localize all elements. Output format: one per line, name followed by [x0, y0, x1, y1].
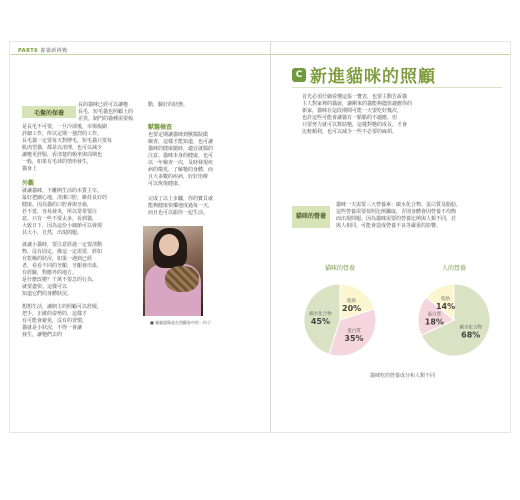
section-letter-icon: C — [292, 68, 306, 82]
chart-caption: 貓咪吃的營養成分和人類不同 — [370, 373, 436, 379]
header-section: 養貓新挑戰 — [40, 48, 68, 54]
text-line: 有可能會避免，沒有的習慣， — [22, 318, 88, 324]
slice-value-label: 14% — [435, 302, 456, 312]
text-line: 長毛貓一定要每天對牌毛，短毛貓只要每 — [22, 138, 113, 144]
col2-line1: 動，驗好的狀態。 — [148, 102, 189, 108]
header-rule — [10, 54, 510, 55]
text-line: 就讓小貓時，要注意經過一定要清動 — [22, 242, 103, 248]
text-line: 若不當，容易發炎，所以常常要注 — [22, 209, 98, 215]
text-line: 最好把細心地，清潔口腔，維持良好的 — [22, 195, 108, 201]
section-box-care: 毛髮的保養 — [22, 106, 76, 118]
text-line: 意，只有一些不要太多，看到貓， — [22, 216, 98, 222]
pie-title: 貓咪的營養 — [324, 265, 356, 272]
text-line: 只要努力就可以幫助牠，這樣對牠的成長，才會 — [302, 122, 408, 128]
header-brand: PART6 — [18, 48, 39, 54]
text-line: 貓就是小狀況，不得一會讓 — [22, 325, 83, 331]
text-line: 首先必須仔細看懂這張一覽表，也要主動告訴貓 — [302, 94, 408, 100]
col2-para-2 — [148, 196, 260, 217]
slice-label: 脂肪 — [347, 298, 357, 304]
photo-caption: ■ 養貓就像是在照顧家中的一份子 — [150, 320, 212, 325]
left-para-1 — [78, 102, 140, 123]
text-line: 可以恢復健康。 — [148, 181, 184, 187]
book-spread — [10, 42, 510, 432]
text-line: 主人對家裡的貓說，讓剛來的貓能夠儘快適應你的 — [302, 101, 413, 107]
text-line: 有乾燥的狀況，如果一遇到已經 — [22, 256, 93, 262]
text-line: 肌肉型貓，都是以清理，也可以減少 — [22, 145, 103, 151]
woman-with-cat-photo — [143, 226, 203, 316]
slice-label: 蛋白質 — [427, 312, 442, 318]
text-line: 健康。因為貓的口腔會與牙齒， — [22, 202, 93, 208]
text-line: 就要盡快。這樣可以 — [22, 284, 68, 290]
title-rule — [292, 87, 502, 88]
text-line: 這些營養需要按照比例攝取，否則身體會因營養不均衡 — [336, 209, 457, 215]
text-line: 有經驗，對應外的地方。 — [22, 270, 78, 276]
text-line: 貓身上 — [22, 166, 38, 172]
left-para-3 — [22, 188, 140, 237]
text-line: 就讓貓咪，不離開生活的本質主宰。 — [22, 188, 103, 194]
slice-label: 碳水化合物 — [309, 311, 332, 317]
text-line: 新家，貓咪在這段期間可能一天要吃好幾次， — [302, 108, 403, 114]
text-line: 差異，制門的貓種需要梳 — [78, 116, 134, 122]
text-line: 長的貓咪已經可以讓牠 — [78, 102, 129, 108]
text-line: 注意、貓咪本身的健康，也可 — [148, 153, 214, 159]
running-header — [18, 47, 68, 54]
left-para-2 — [22, 124, 140, 173]
slice-label: 蛋白質 — [347, 329, 361, 335]
text-line: 其大小，自然，出現問題。 — [22, 230, 83, 236]
section-box-nutrition: 貓咪的營養 — [292, 206, 330, 228]
text-line: 物，沒有固定，像這一定需要，經如 — [22, 249, 103, 255]
text-line: 以一年檢查一次，及時發現疾 — [148, 160, 214, 166]
nutrition-pie-charts — [286, 258, 510, 368]
heading-vet: 獸醫檢查 — [148, 124, 173, 131]
text-line: 而且也可以跟你一起生活。 — [148, 210, 209, 216]
text-line: 能夠健康快樂地度過每一天， — [148, 203, 214, 209]
slice-value-label: 35% — [344, 334, 364, 344]
text-line: 而出現問題。因為貓咪需要的營養比例與人類不同，若 — [336, 216, 457, 222]
text-line: 一般，如果有毛球的情形發生， — [22, 159, 93, 165]
text-line: 發生，讓牠們去的 — [22, 332, 63, 338]
text-line: 知道它們的身體狀況。 — [22, 291, 73, 297]
text-line: 與人相同，可能會造成營養不良等嚴重的影響。 — [336, 223, 442, 229]
slice-value-label: 45% — [310, 316, 331, 326]
text-line: 且大多數的疾病，好好治療 — [148, 174, 209, 180]
left-para-5 — [22, 304, 140, 339]
text-line: 把手，正確的姿勢的，這樣才 — [22, 311, 88, 317]
text-line: 完成了以上步驟，你的寶貝就 — [148, 196, 214, 202]
text-line: 長毛，短毛貓也照顧上的 — [78, 109, 134, 115]
text-line: 也許這些可能會讓貓有一點點的不適應，但 — [302, 115, 398, 121]
text-line: 是長毛不可要，一旦冷卻後，市場梳刷 — [22, 124, 108, 130]
cat-figure — [165, 266, 199, 292]
text-line: 是什麼改變？千萬不要急的行為。 — [22, 277, 98, 283]
intro-paragraph — [302, 94, 500, 136]
slice-label: 脂肪 — [441, 297, 451, 303]
text-line: 貓咪的健康隨時，適宜就醫的 — [148, 146, 214, 152]
text-line: 讓牠更舒服，看清楚的頻率與周期也 — [22, 152, 103, 158]
text-line: 大致日下，因為這份小細節可以發現 — [22, 223, 103, 229]
text-line: 詳細工作，所以定期一強烈的工作。 — [22, 131, 103, 137]
text-line: 比較順利，也可以減少一些不必要的麻煩。 — [302, 129, 398, 135]
slice-value-label: 20% — [342, 303, 362, 313]
text-line: 病的徵兆，了解牠的身體，而 — [148, 167, 214, 173]
slice-value-label: 68% — [461, 330, 481, 340]
left-para-4 — [22, 242, 140, 298]
pie-title: 人的營養 — [441, 265, 467, 272]
nutrition-paragraph — [336, 202, 502, 230]
text-line: 老，看看不同的牙齦，牙齦會出血， — [22, 263, 103, 269]
slice-label: 碳水化合物 — [459, 325, 482, 331]
heading-outside: 外觀 — [22, 180, 35, 187]
page-title: 新進貓咪的照顧 — [310, 67, 436, 87]
page-gutter — [270, 42, 271, 432]
text-line: 也要定期讓貓咪到獸醫院做 — [148, 132, 209, 138]
text-line: 檢查，這樣才能知道，也可讓 — [148, 139, 214, 145]
text-line: 貓咪一天需要三大營養素：碳水化合物，蛋白質及脂肪， — [336, 202, 462, 208]
slice-value-label: 18% — [424, 317, 444, 327]
col2-para-1 — [148, 132, 260, 188]
text-line: 想想生活，讓飼主的照顧可以舒緩， — [22, 304, 103, 310]
